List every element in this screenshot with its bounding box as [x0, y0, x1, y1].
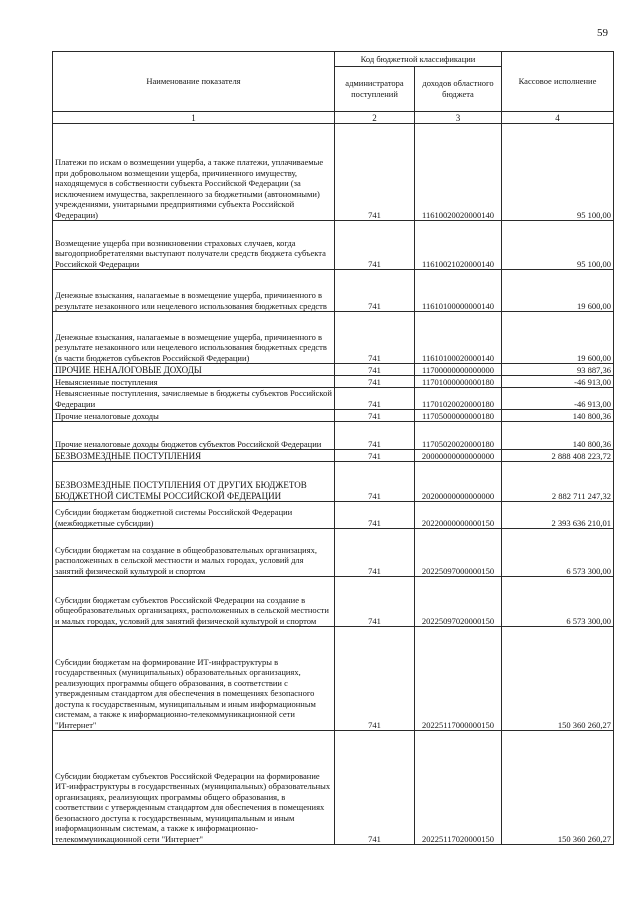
table-row: [53, 529, 614, 577]
row-cash-value: 6 573 300,00: [502, 577, 614, 627]
row-income-code: 11705020020000180: [415, 422, 502, 450]
row-administrator: 741: [335, 124, 415, 221]
table-row: [53, 364, 614, 376]
row-cash-value: 95 100,00: [502, 124, 614, 221]
row-cash-value: 2 393 636 210,01: [502, 502, 614, 529]
row-income-code: 11610021020000140: [415, 221, 502, 270]
row-name: Денежные взыскания, налагаемые в возмещение ущерба, причиненного в результате незаконного или нецелевого использования бюджетных средств: [53, 270, 335, 312]
row-name: ПРОЧИЕ НЕНАЛОГОВЫЕ ДОХОДЫ: [53, 364, 335, 376]
header-income: доходов областного бюджета: [415, 67, 502, 112]
row-name: БЕЗВОЗМЕЗДНЫЕ ПОСТУПЛЕНИЯ: [53, 450, 335, 462]
row-administrator: 741: [335, 462, 415, 502]
row-administrator: 741: [335, 577, 415, 627]
row-cash-value: -46 913,00: [502, 388, 614, 410]
budget-table: [52, 51, 614, 845]
row-administrator: 741: [335, 312, 415, 364]
row-income-code: 11610100020000140: [415, 312, 502, 364]
row-administrator: 741: [335, 376, 415, 388]
page-number: 59: [597, 27, 608, 39]
row-name: Денежные взыскания, налагаемые в возмещение ущерба, причиненного в результате незаконного или нецелевого использования бюджетных средств (в части бюджетов субъектов Российской Федерации): [53, 312, 335, 364]
row-administrator: 741: [335, 502, 415, 529]
row-name: Субсидии бюджетам на создание в общеобразовательных организациях, расположенных в сельской местности и малых городах, условий для занятий физической культурой и спортом: [53, 529, 335, 577]
row-cash-value: 19 600,00: [502, 312, 614, 364]
table-row: [53, 450, 614, 462]
row-cash-value: 150 360 260,27: [502, 627, 614, 731]
table-row: [53, 270, 614, 312]
table-row: [53, 502, 614, 529]
row-administrator: 741: [335, 388, 415, 410]
row-name: Субсидии бюджетам субъектов Российской Федерации на создание в общеобразовательных организациях, расположенных в сельской местности и малых городах, условий для занятий физической культурой и спортом: [53, 577, 335, 627]
table-row: [53, 312, 614, 364]
row-cash-value: 95 100,00: [502, 221, 614, 270]
header-cash: Кассовое исполнение: [502, 52, 614, 112]
col-number: 1: [53, 112, 335, 124]
row-administrator: 741: [335, 529, 415, 577]
col-number: 2: [335, 112, 415, 124]
table-row: [53, 376, 614, 388]
row-administrator: 741: [335, 364, 415, 376]
header-indicator: Наименование показателя: [53, 52, 335, 112]
row-income-code: 11610020020000140: [415, 124, 502, 221]
row-administrator: 741: [335, 627, 415, 731]
row-cash-value: 2 888 408 223,72: [502, 450, 614, 462]
row-cash-value: -46 913,00: [502, 376, 614, 388]
row-administrator: 741: [335, 731, 415, 845]
row-income-code: 20225117020000150: [415, 731, 502, 845]
col-number: 4: [502, 112, 614, 124]
header-bcc-group: Код бюджетной классификации: [335, 52, 502, 67]
row-cash-value: 6 573 300,00: [502, 529, 614, 577]
row-income-code: 11701000000000180: [415, 376, 502, 388]
table-row: [53, 388, 614, 410]
table-row: [53, 221, 614, 270]
row-name: Невыясненные поступления, зачисляемые в бюджеты субъектов Российской Федерации: [53, 388, 335, 410]
row-income-code: 20225117000000150: [415, 627, 502, 731]
row-income-code: 11700000000000000: [415, 364, 502, 376]
row-name: Невыясненные поступления: [53, 376, 335, 388]
table-row: [53, 731, 614, 845]
header-administrator: администратора поступлений: [335, 67, 415, 112]
row-name: Субсидии бюджетам на формирование ИТ-инфраструктуры в государственных (муниципальных) образовательных организациях, реализующих программы общего образования, в соответствии с утвержденным стандартом для обеспечения в помещениях безопасного доступа к государственным, муниципальным и иным информационным системам, а также к информационно-телекоммуникационной сети "Интернет": [53, 627, 335, 731]
row-income-code: 11701020020000180: [415, 388, 502, 410]
row-income-code: 11705000000000180: [415, 410, 502, 422]
row-name: Субсидии бюджетам бюджетной системы Российской Федерации (межбюджетные субсидии): [53, 502, 335, 529]
row-income-code: 20225097020000150: [415, 577, 502, 627]
row-income-code: 20200000000000000: [415, 462, 502, 502]
row-administrator: 741: [335, 270, 415, 312]
row-name: Платежи по искам о возмещении ущерба, а также платежи, уплачиваемые при добровольном возмещении ущерба, причиненного имуществу, находящемуся в собственности субъекта Российской Федерации (за исключением имущества, закрепленного за бюджетными (автономными) учреждениями, унитарными предприятиями субъекта Российской Федерации): [53, 124, 335, 221]
row-name: Прочие неналоговые доходы: [53, 410, 335, 422]
row-name: БЕЗВОЗМЕЗДНЫЕ ПОСТУПЛЕНИЯ ОТ ДРУГИХ БЮДЖЕТОВ БЮДЖЕТНОЙ СИСТЕМЫ РОССИЙСКОЙ ФЕДЕРАЦИИ: [53, 462, 335, 502]
row-cash-value: 2 882 711 247,32: [502, 462, 614, 502]
table-row: [53, 577, 614, 627]
row-name: Прочие неналоговые доходы бюджетов субъектов Российской Федерации: [53, 422, 335, 450]
row-administrator: 741: [335, 422, 415, 450]
row-income-code: 20220000000000150: [415, 502, 502, 529]
row-income-code: 20000000000000000: [415, 450, 502, 462]
row-administrator: 741: [335, 410, 415, 422]
row-administrator: 741: [335, 221, 415, 270]
table-row: [53, 422, 614, 450]
table-row: [53, 410, 614, 422]
row-cash-value: 93 887,36: [502, 364, 614, 376]
table-row: [53, 462, 614, 502]
row-administrator: 741: [335, 450, 415, 462]
row-cash-value: 150 360 260,27: [502, 731, 614, 845]
col-number: 3: [415, 112, 502, 124]
row-cash-value: 140 800,36: [502, 410, 614, 422]
row-name: Субсидии бюджетам субъектов Российской Федерации на формирование ИТ-инфраструктуры в государственных (муниципальных) образовательных организациях, реализующих программы общего образования, в соответствии с утвержденным стандартом для обеспечения в помещениях безопасного доступа к государственным, муниципальным и иным информационным системам, а также к информационно-телекоммуникационной сети "Интернет": [53, 731, 335, 845]
table-row: [53, 124, 614, 221]
table-row: [53, 627, 614, 731]
row-income-code: 11610100000000140: [415, 270, 502, 312]
row-cash-value: 19 600,00: [502, 270, 614, 312]
row-name: Возмещение ущерба при возникновении страховых случаев, когда выгодоприобретателями выступают получатели средств бюджета субъекта Российской Федерации: [53, 221, 335, 270]
row-income-code: 20225097000000150: [415, 529, 502, 577]
row-cash-value: 140 800,36: [502, 422, 614, 450]
